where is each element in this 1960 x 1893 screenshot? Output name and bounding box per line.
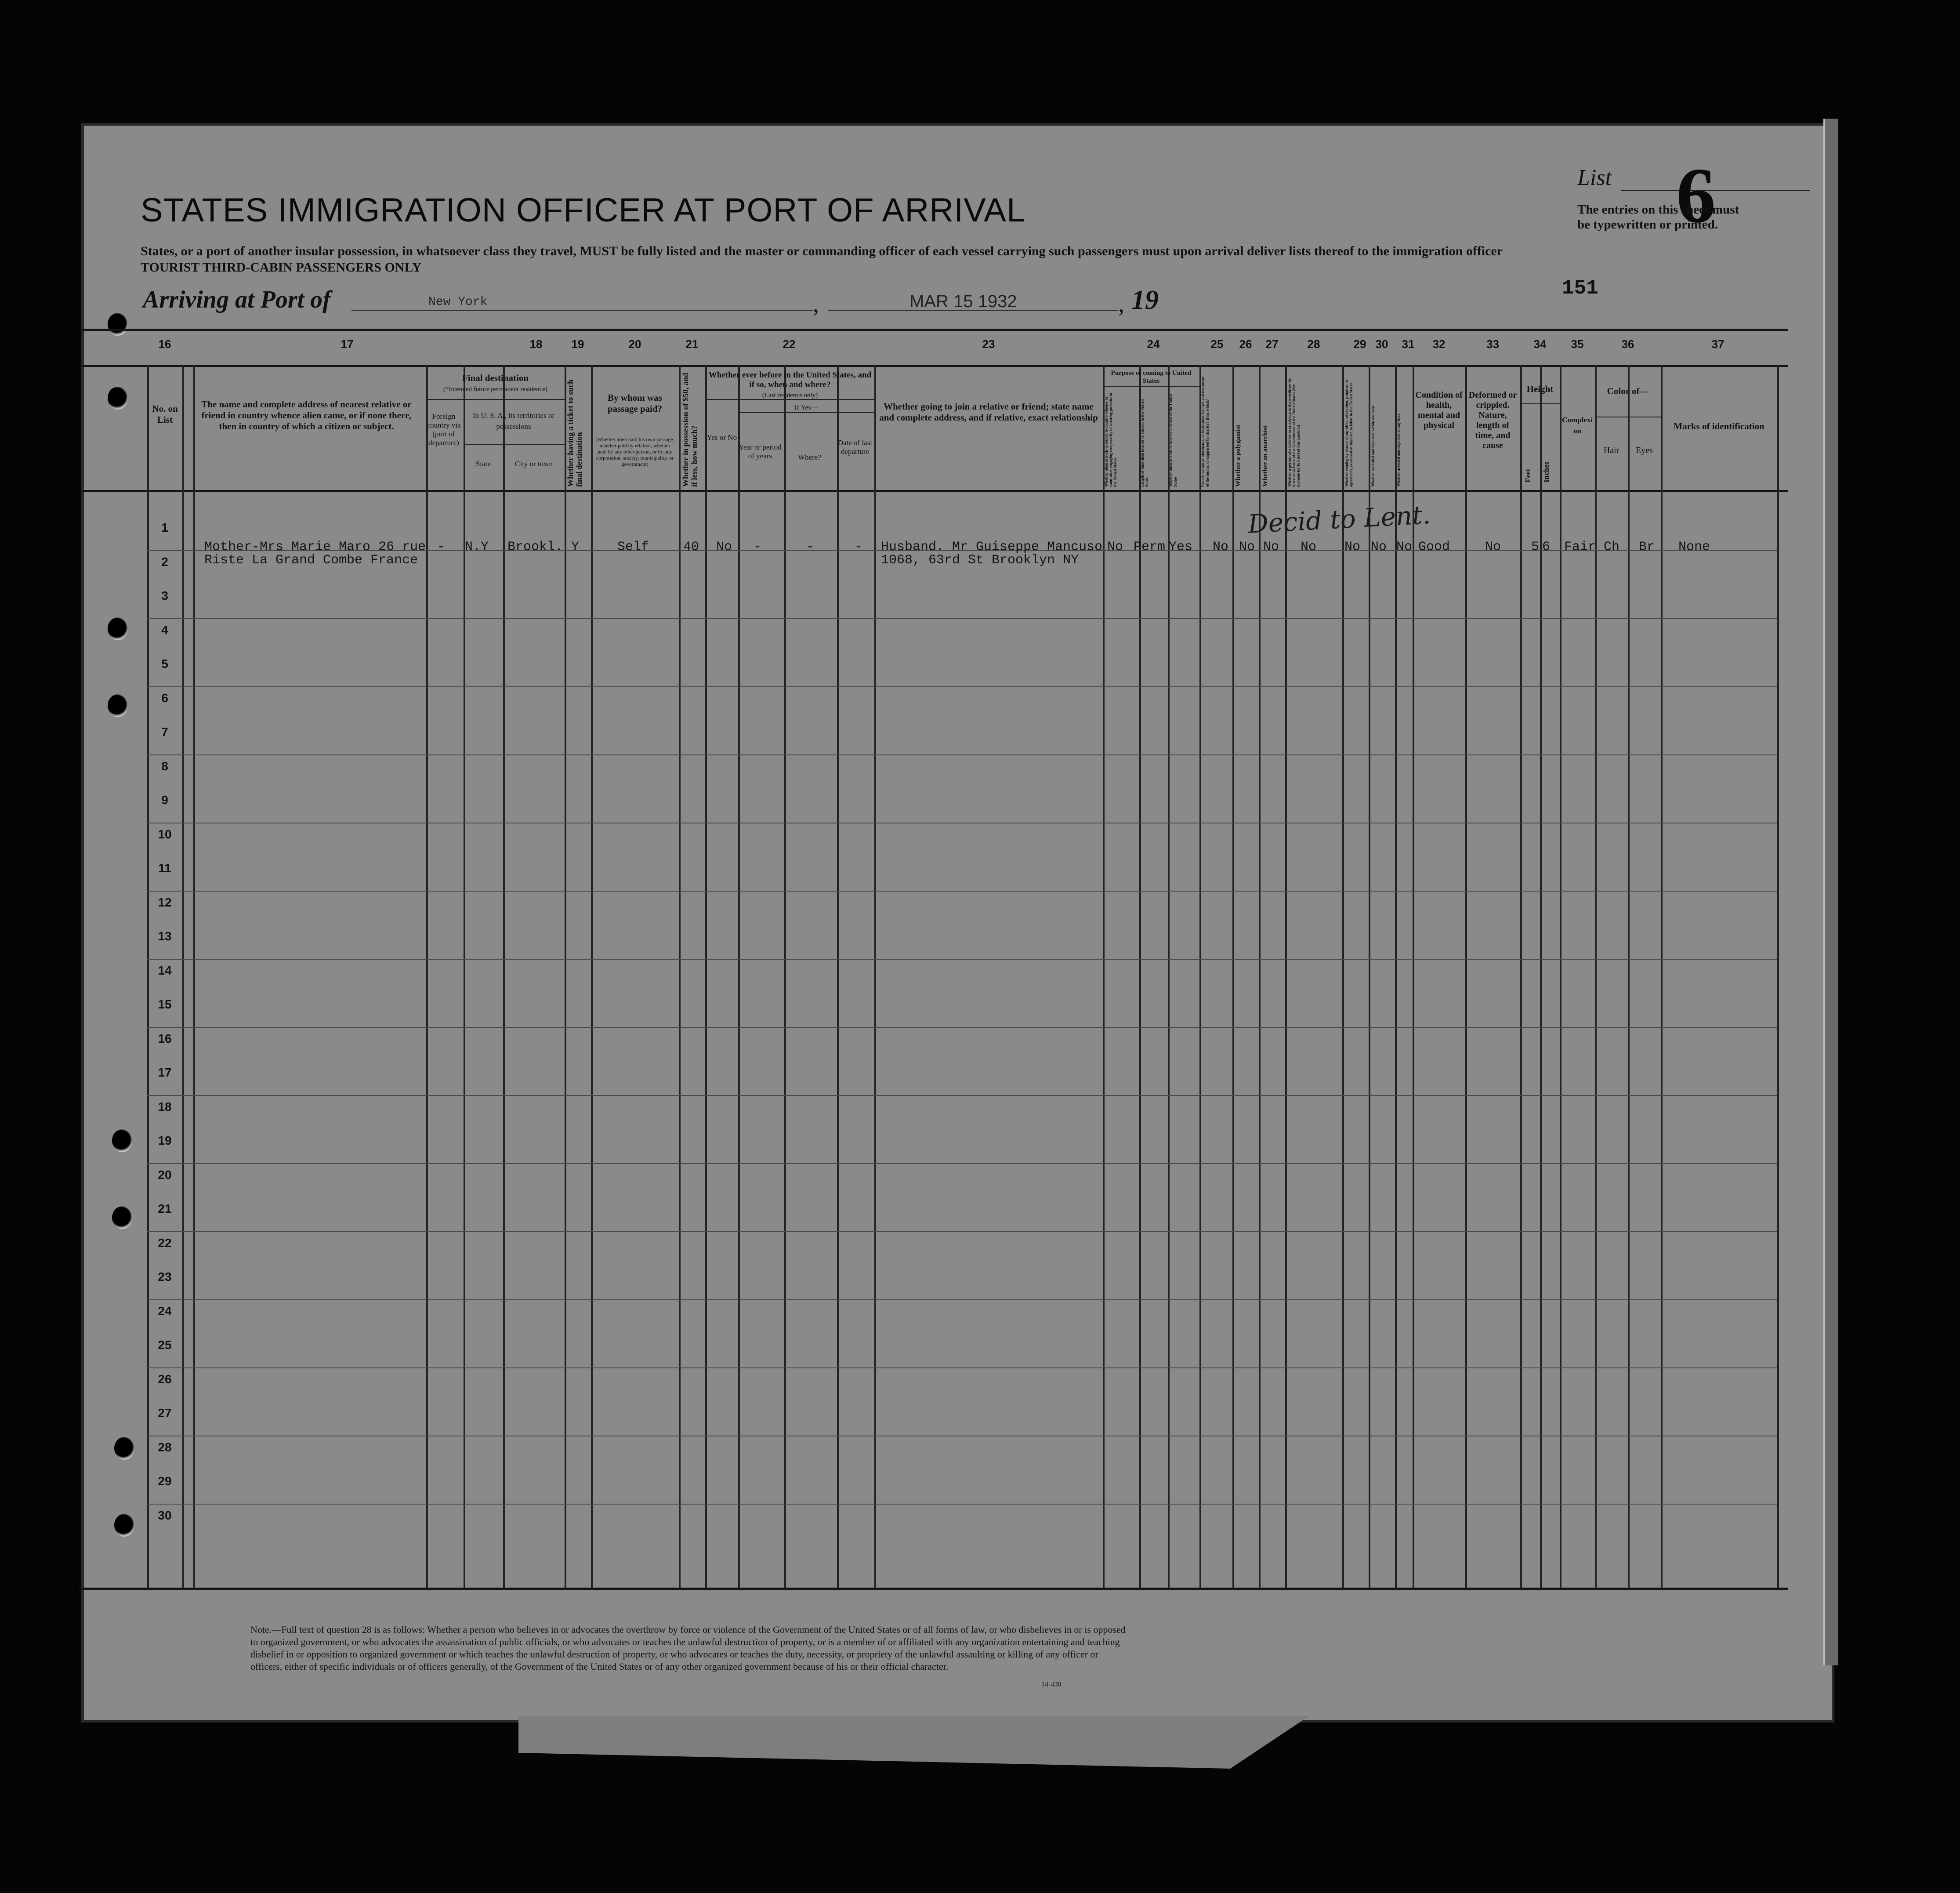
header-color-of: Color of—	[1607, 386, 1649, 396]
header-inches: Inches	[1542, 461, 1551, 482]
header-passage-paid: By whom was passage paid?	[607, 392, 663, 414]
list-label: List	[1577, 165, 1612, 190]
colnum-28: 28	[1307, 337, 1320, 351]
row-number: 12	[158, 895, 172, 909]
header-sub-rule	[426, 399, 565, 400]
row-rule	[147, 959, 1777, 960]
header-citizen-intent: Whether alien intends to become a citizen of the United States	[1169, 393, 1177, 487]
header-passage-note: (Whether alien paid his own passage, whether paid by relative, whether paid by any other person, or by any corporation, society, municipality, or government)	[595, 436, 674, 467]
entry-anarchist: No	[1263, 540, 1279, 555]
entry-marks: None	[1678, 540, 1710, 555]
row-number: 27	[158, 1406, 172, 1420]
row-number: 8	[161, 759, 168, 773]
colnum-16: 16	[158, 337, 171, 351]
header-sub-rule	[1103, 386, 1199, 387]
header-excluded: Whether excluded and deported within one year	[1371, 405, 1375, 487]
colnum-25: 25	[1210, 337, 1224, 351]
entry-where: -	[806, 540, 815, 555]
header-height: Height	[1526, 384, 1554, 394]
column-rule	[1520, 365, 1522, 1588]
row-number: 1	[161, 521, 168, 534]
row-rule	[147, 1231, 1777, 1232]
colnum-24: 24	[1147, 337, 1160, 351]
header-feet: Feet	[1524, 468, 1532, 482]
row-rule	[147, 1367, 1777, 1368]
column-rule	[503, 365, 505, 1588]
entry-deformed: No	[1485, 540, 1501, 555]
row-number: 10	[158, 827, 172, 841]
entry-hair: Ch	[1604, 540, 1620, 555]
row-number: 7	[161, 725, 168, 739]
column-rule	[193, 365, 195, 1588]
column-rule	[1259, 365, 1261, 1588]
entry-feet: 5	[1531, 540, 1540, 555]
column-rule	[1540, 365, 1542, 1588]
manifest-table	[79, 329, 1788, 1590]
port-underline	[351, 310, 813, 311]
column-rule	[1777, 365, 1779, 1588]
row-number: 6	[161, 691, 168, 705]
column-rule	[1413, 365, 1414, 1588]
header-health: Condition of health, mental and physical	[1415, 390, 1463, 430]
comma: ,	[813, 290, 819, 318]
row-number: 16	[158, 1031, 172, 1045]
header-polygamist: Whether a polygamist	[1235, 424, 1242, 487]
row-number: 18	[158, 1099, 172, 1113]
colnum-23: 23	[982, 337, 995, 351]
header-last-residence: (Last residence only)	[762, 392, 818, 399]
header-purpose: Purpose of coming to United States	[1111, 370, 1192, 384]
row-number: 24	[158, 1304, 172, 1318]
port-value: New York	[428, 295, 488, 309]
footnote-question-28: Note.—Full text of question 28 is as follows: Whether a person who believes in or advocates the overthrow by force or violence of the Government of the United States or of all forms of law, or who disbelieves in or is opposed to organized government, or who advocates the assassination of public officials, or who advocates or teaches the unlawful destruction of property, or is a member of or affiliated with any organization entertaining and teaching disbelief in or opposition to organized government or which teaches the unlawful destruction of property, or who advocates or teaches the duty, necessity, or propriety of the unlawful assaulting or killing of any officer or officers, either of specific individuals or of officers generally, of the Government of the United States or of any other organized government because of his or their official character.	[250, 1624, 1126, 1672]
entry-ever-before: No	[716, 540, 732, 555]
column-rule	[705, 365, 707, 1588]
header-in-usa: In U. S. A., its territories or possessions	[472, 411, 555, 431]
entry-join-line2: 1068, 63rd St Brooklyn NY	[881, 553, 1079, 568]
date-stamp: MAR 15 1932	[909, 292, 1017, 311]
column-rule	[738, 365, 740, 1588]
header-city: City or town	[515, 460, 553, 468]
entry-eyes: Br	[1639, 540, 1655, 555]
row-number: 3	[161, 589, 168, 602]
row-number: 30	[158, 1508, 172, 1522]
colnum-30: 30	[1375, 337, 1388, 351]
entry-length-stay: Perm	[1134, 540, 1166, 555]
column-rule	[565, 365, 566, 1588]
header-sub-rule	[464, 444, 565, 445]
header-hair: Hair	[1603, 446, 1619, 455]
row-number: 23	[158, 1270, 172, 1284]
header-sub-rule	[1520, 403, 1560, 404]
row-rule	[147, 891, 1777, 892]
row-number: 20	[158, 1168, 172, 1182]
entry-paid-by: Self	[617, 540, 649, 555]
row-rule	[147, 686, 1777, 687]
row-number: 13	[158, 929, 172, 943]
header-overthrow: Whether a person who believes in or advocates the overthrow by force or violence of the Government of the United States (See footnote for full text of this question)	[1287, 378, 1301, 487]
header-if-yes: If Yes—	[794, 404, 818, 411]
row-rule	[147, 618, 1777, 619]
entry-last-departure: -	[855, 540, 863, 555]
colnum-29: 29	[1353, 337, 1366, 351]
header-prison: Ever in prison or almshouse, or institution for care and treatment of the insane, or supported by charity? If so, which?	[1201, 376, 1210, 487]
column-rule	[679, 365, 681, 1588]
colnum-26: 26	[1239, 337, 1252, 351]
entry-state: N.Y	[465, 540, 489, 555]
column-rule	[1560, 365, 1561, 1588]
header-money: Whether in possession of $50, and if less, how much?	[681, 373, 699, 487]
entry-polygamist: No	[1239, 540, 1255, 555]
header-ticket: Whether having a ticket to such final destination	[566, 379, 583, 487]
column-rule	[426, 365, 428, 1588]
row-number: 29	[158, 1474, 172, 1488]
table-bottom-rule	[79, 1588, 1788, 1590]
row-rule	[147, 754, 1777, 755]
header-years: Year or period of years	[739, 443, 782, 460]
colnum-22: 22	[783, 337, 796, 351]
header-offer: Whether coming by reason of any offer, solicitation, promise, or agreement, expressed or implied, to labor in the United States	[1344, 380, 1353, 487]
column-rule	[1465, 365, 1467, 1588]
list-underline	[1621, 190, 1810, 191]
colnum-37: 37	[1711, 337, 1725, 351]
row-number: 25	[158, 1338, 172, 1352]
row-number: 28	[158, 1440, 172, 1454]
list-number: 6	[1676, 152, 1716, 239]
column-rule	[182, 365, 184, 1588]
header-number-rule	[79, 365, 1788, 367]
colnum-17: 17	[341, 337, 354, 351]
entry-money: 40	[683, 540, 699, 555]
form-number: 14-430	[1041, 1681, 1062, 1688]
year-prefix: 19	[1131, 285, 1159, 315]
row-number: 9	[161, 793, 168, 807]
column-rule	[1199, 365, 1201, 1588]
entry-arrested: No	[1396, 540, 1413, 555]
row-rule	[147, 1027, 1777, 1028]
colnum-34: 34	[1533, 337, 1547, 351]
header-eyes: Eyes	[1636, 446, 1653, 455]
colnum-33: 33	[1486, 337, 1499, 351]
entry-excluded: No	[1371, 540, 1387, 555]
header-last-departure: Date of last departure	[837, 439, 873, 456]
row-number: 11	[158, 861, 171, 875]
entry-return-intent: No	[1107, 540, 1123, 555]
row-rule	[147, 1504, 1777, 1505]
entries-note-line2: be typewritten or printed.	[1577, 218, 1718, 232]
form-title: STATES IMMIGRATION OFFICER AT PORT OF ARRIVAL	[141, 192, 1026, 229]
row-number: 14	[158, 963, 172, 977]
column-rule	[591, 365, 593, 1588]
entry-complexion: Fair	[1564, 540, 1596, 555]
row-number: 4	[161, 623, 168, 637]
page-number: 151	[1562, 277, 1598, 300]
entry-foreign-via: -	[437, 540, 446, 555]
colnum-35: 35	[1571, 337, 1584, 351]
arriving-label: Arriving at Port of	[143, 286, 331, 313]
row-number: 17	[158, 1066, 172, 1079]
entry-overthrow: No	[1301, 540, 1317, 555]
header-final-destination: Final destination	[462, 373, 529, 383]
row-number: 15	[158, 997, 172, 1011]
entry-relative-line2: Riste La Grand Combe France	[204, 553, 418, 568]
row-number: 21	[158, 1202, 172, 1215]
row-rule	[147, 1163, 1777, 1164]
header-yes-no: Yes or No	[706, 433, 737, 442]
entry-join-line1: Husband. Mr Guiseppe Mancuso	[881, 540, 1103, 555]
colnum-19: 19	[571, 337, 584, 351]
header-relative-address: The name and complete address of nearest relative or friend in country whence alien came, or if none there, then in country of which a citizen or subject.	[201, 399, 412, 432]
header-no-on-list: No. on List	[152, 403, 178, 425]
header-join-relative: Whether going to join a relative or friend; state name and complete address, and if relative, exact relationship	[879, 401, 1098, 423]
handwritten-annotation: Decid to Lent.	[1247, 500, 1431, 539]
entry-offer: No	[1344, 540, 1361, 555]
header-state: State	[476, 460, 491, 468]
header-foreign-country: Foreign country via (port of departure)	[427, 412, 461, 447]
entry-relative-line1: Mother-Mrs Marie Maro 26 rue	[204, 540, 426, 555]
column-rule	[874, 365, 876, 1588]
header-anarchist: Whether an anarchist	[1262, 425, 1269, 487]
column-rule	[1232, 365, 1234, 1588]
header-final-destination-note: (*Intended future permanent residence)	[443, 386, 547, 393]
comma: ,	[1118, 290, 1124, 318]
table-top-rule	[79, 329, 1788, 331]
entry-years: -	[754, 540, 762, 555]
column-rule	[1342, 365, 1344, 1588]
row-number: 2	[161, 555, 168, 569]
entries-note	[1577, 202, 1739, 232]
passenger-class: TOURIST THIRD-CABIN PASSENGERS ONLY	[141, 260, 422, 275]
colnum-31: 31	[1402, 337, 1415, 351]
header-complexion: Complexion	[1562, 416, 1593, 435]
header-arrested: Whether arrested and deported at any time	[1396, 413, 1401, 487]
underlying-page-edge	[518, 1716, 1309, 1769]
colnum-27: 27	[1265, 337, 1279, 351]
row-rule	[147, 1299, 1777, 1300]
row-number: 5	[161, 657, 168, 671]
header-deformed: Deformed or crippled. Nature, length of time, and cause	[1468, 390, 1517, 450]
colnum-32: 32	[1432, 337, 1446, 351]
entry-citizen-intent: Yes	[1169, 540, 1193, 555]
column-rule	[1103, 365, 1105, 1588]
entry-inches: 6	[1542, 540, 1551, 555]
column-rule	[1369, 365, 1370, 1588]
entry-ticket: Y	[571, 540, 580, 555]
header-marks: Marks of identification	[1674, 421, 1764, 432]
row-number: 22	[158, 1236, 172, 1250]
row-rule	[147, 1095, 1777, 1096]
header-length-stay: Length of time alien intends to remain in the United States	[1140, 399, 1149, 487]
entry-health: Good	[1418, 540, 1450, 555]
row-number: 26	[158, 1372, 172, 1386]
colnum-18: 18	[529, 337, 543, 351]
column-rule	[784, 365, 786, 1588]
sheet-edge	[1823, 119, 1838, 1665]
header-where: Where?	[798, 453, 821, 461]
column-rule	[1628, 365, 1630, 1588]
entry-prison: No	[1213, 540, 1229, 555]
header-ever-before: Whether ever before in the United States, and if so, when and where?	[708, 370, 872, 389]
column-rule	[837, 365, 839, 1588]
colnum-21: 21	[685, 337, 699, 351]
entry-city: Brookl.	[507, 540, 563, 555]
row-number: 19	[158, 1134, 172, 1147]
header-bottom-rule	[79, 490, 1788, 492]
header-return-intent: Whether alien intends to return to country whence he came after engaging temporarily in laboring pursuits in the United States	[1104, 393, 1117, 487]
column-rule	[1285, 365, 1287, 1588]
form-instructions: States, or a port of another insular possession, in whatsoever class they travel, MUST be fully listed and the master or commanding officer of each vessel carrying such passengers must upon arrival deliver lists thereof to the immigration officer	[141, 244, 1503, 258]
entries-note-line1: The entries on this sheet must	[1577, 203, 1739, 217]
column-rule	[1661, 365, 1663, 1588]
colnum-36: 36	[1621, 337, 1634, 351]
colnum-20: 20	[628, 337, 641, 351]
